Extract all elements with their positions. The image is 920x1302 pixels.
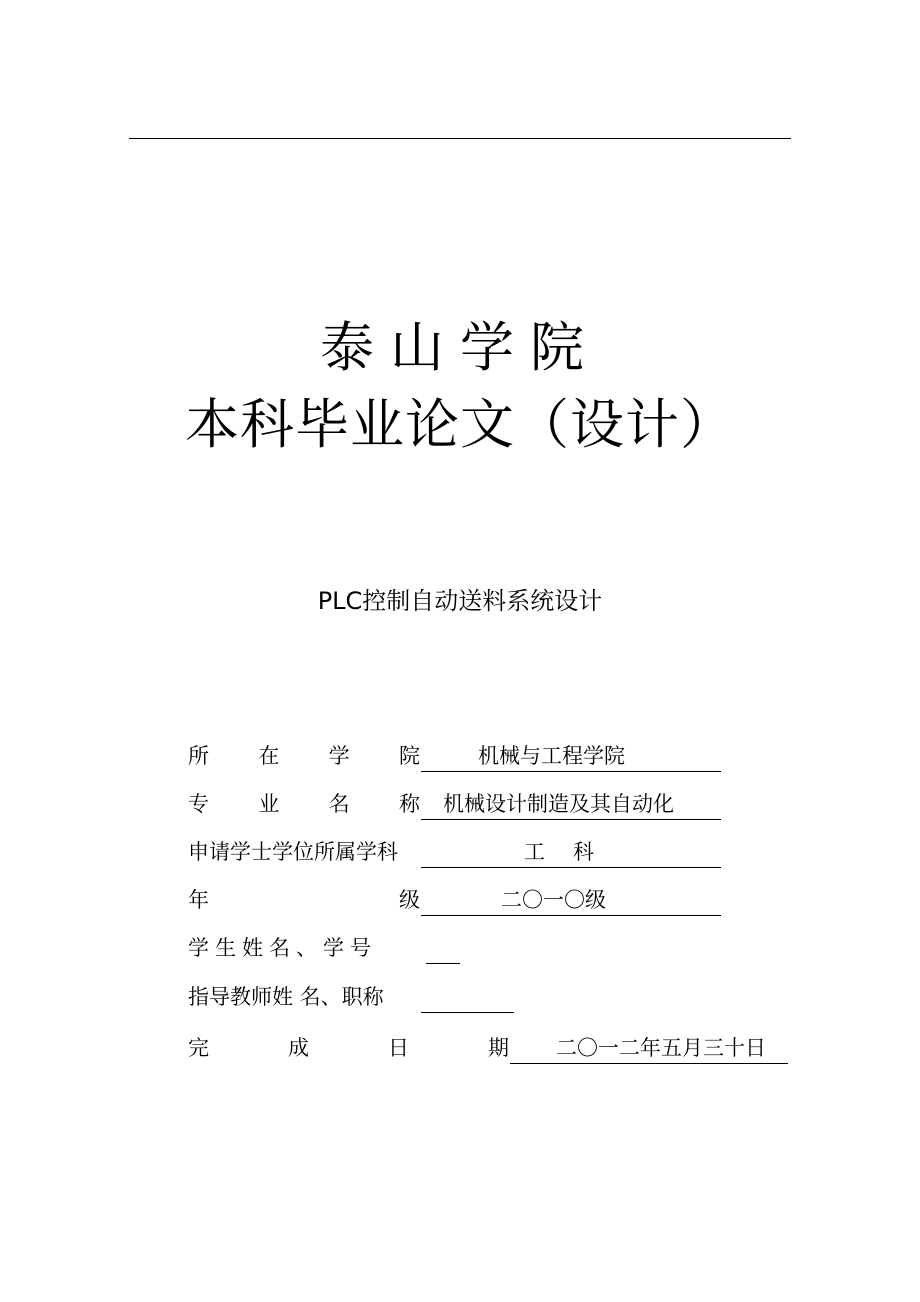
student-name-id-field (426, 930, 460, 964)
grade-label: 年级 (188, 888, 420, 912)
college-field (421, 738, 721, 772)
college-value: 机械与工程学院 (478, 744, 625, 768)
thesis-title: PLC控制自动送料系统设计 (317, 587, 603, 615)
completion-date-field (510, 1030, 788, 1064)
degree-subject-value: 工科 (524, 840, 622, 864)
grade-field (421, 882, 721, 916)
school-name: 泰山学院 (320, 316, 600, 379)
completion-date-value: 二〇一二年五月三十日 (556, 1036, 766, 1060)
completion-date-label: 完成日期 (188, 1036, 509, 1060)
degree-subject-field (421, 834, 721, 868)
major-value: 机械设计制造及其自动化 (443, 792, 674, 816)
header-rule (129, 138, 791, 139)
advisor-label: 指导教师姓 名、职称 (188, 985, 384, 1009)
student-name-id-label: 学生姓名、学号 (188, 936, 377, 960)
degree-subject-label: 申请学士学位所属学科 (188, 840, 398, 864)
major-field (421, 786, 721, 820)
college-label: 所在学院 (188, 744, 420, 768)
document-type: 本科毕业论文（设计） (185, 393, 735, 456)
major-label: 专业名称 (188, 792, 420, 816)
grade-value: 二〇一〇级 (501, 888, 606, 912)
advisor-field (421, 979, 514, 1013)
